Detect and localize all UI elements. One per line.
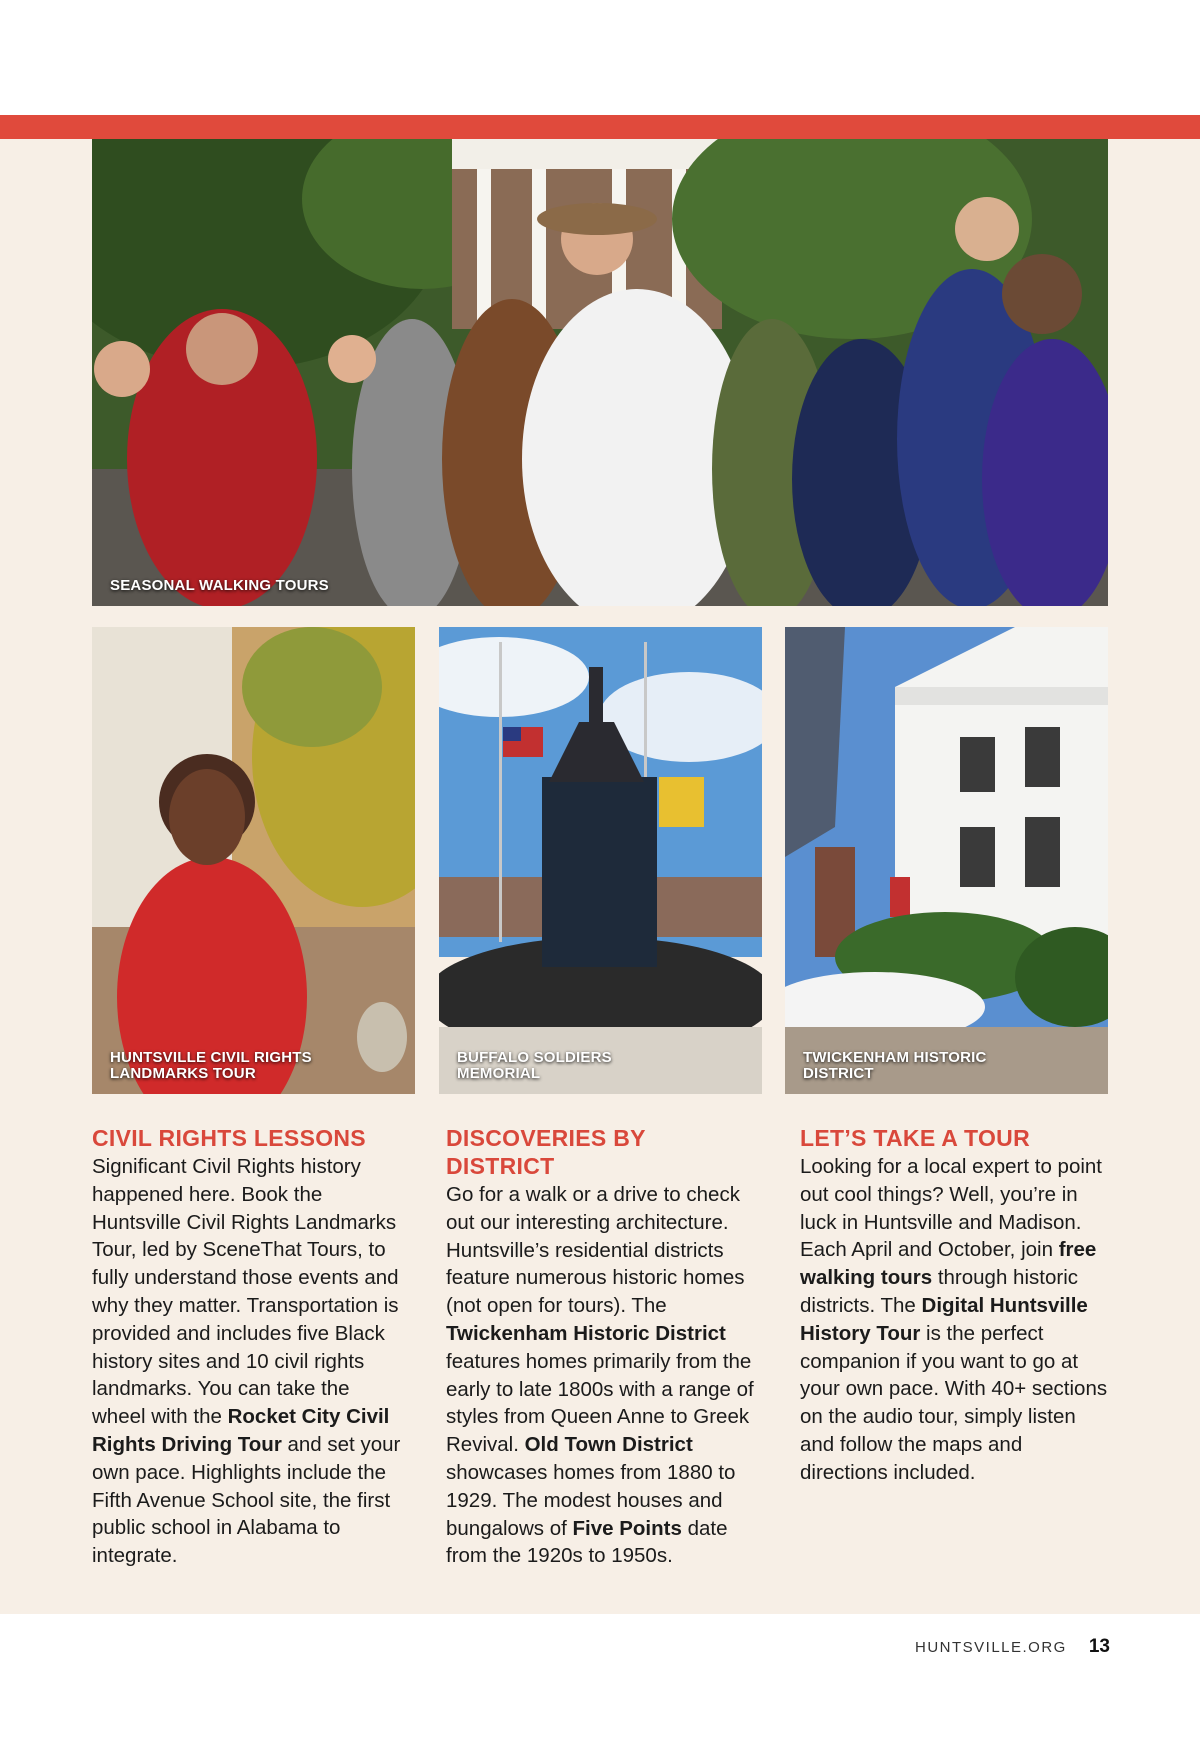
top-accent-bar xyxy=(0,115,1200,139)
photo-caption: HUNTSVILLE CIVIL RIGHTS LANDMARKS TOUR xyxy=(110,1049,312,1082)
photo-caption: SEASONAL WALKING TOURS xyxy=(110,577,329,594)
text-run: date from the 1920s to 1950s. xyxy=(446,1516,728,1568)
walking-tour-photo xyxy=(92,139,1108,606)
section-heading: LET’S TAKE A TOUR xyxy=(800,1125,1030,1151)
page-footer xyxy=(915,1636,1110,1658)
bold-text-run: Digital Huntsville History Tour xyxy=(800,1293,1088,1345)
civil-rights-guide-photo xyxy=(92,627,415,1094)
section-body xyxy=(92,1153,402,1570)
column-civil-rights xyxy=(92,1124,402,1570)
photo-caption: TWICKENHAM HISTORIC DISTRICT xyxy=(803,1049,987,1082)
bold-text-run: Twickenham Historic District xyxy=(446,1321,726,1345)
text-run: Significant Civil Rights history happened here. Book the Huntsville Civil Rights Landmarks Tour, led by SceneThat Tours, to fully understand those events and why they matter. Transportation is provided and includes five Black history sites and 10 civil rights landmarks. You can take the wheel with the xyxy=(92,1155,399,1429)
buffalo-soldiers-memorial-photo xyxy=(439,627,762,1094)
text-run: showcases homes from 1880 to 1929. The modest houses and bungalows of xyxy=(446,1460,736,1540)
text-run: is the perfect companion if you want to go at your own pace. With 40+ sections on the audio tour, simply listen and follow the maps and directions included. xyxy=(800,1321,1108,1484)
section-body xyxy=(446,1181,756,1570)
footer-site: HUNTSVILLE.ORG xyxy=(914,1639,1067,1656)
photo-caption: BUFFALO SOLDIERS MEMORIAL xyxy=(457,1049,612,1082)
page-number: 13 xyxy=(1088,1636,1110,1657)
bold-text-run: Five Points xyxy=(572,1516,682,1540)
bold-text-run: Rocket City Civil Rights Driving Tour xyxy=(92,1405,390,1456)
twickenham-district-photo xyxy=(785,627,1108,1094)
text-run: Go for a walk or a drive to check out our interesting architecture. Huntsville’s residential districts feature numerous historic homes (not open for tours). The xyxy=(446,1183,745,1318)
column-districts xyxy=(446,1124,756,1570)
text-run: features homes primarily from the early to late 1800s with a range of styles from Queen Anne to Greek Revival. xyxy=(446,1349,754,1457)
text-run: and set your own pace. Highlights include the Fifth Avenue School site, the first public school in Alabama to integrate. xyxy=(92,1432,401,1568)
bold-text-run: Old Town District xyxy=(524,1433,693,1457)
column-tour xyxy=(800,1124,1110,1487)
bold-text-run: free walking tours xyxy=(800,1238,1097,1290)
text-run: through historic districts. The xyxy=(800,1266,1078,1317)
section-heading: CIVIL RIGHTS LESSONS xyxy=(92,1125,366,1151)
text-run: Looking for a local expert to point out cool things? Well, you’re in luck in Huntsville and Madison. Each April and October, join xyxy=(800,1155,1102,1262)
section-body xyxy=(800,1153,1110,1487)
section-heading: DISCOVERIES BY DISTRICT xyxy=(446,1125,646,1179)
